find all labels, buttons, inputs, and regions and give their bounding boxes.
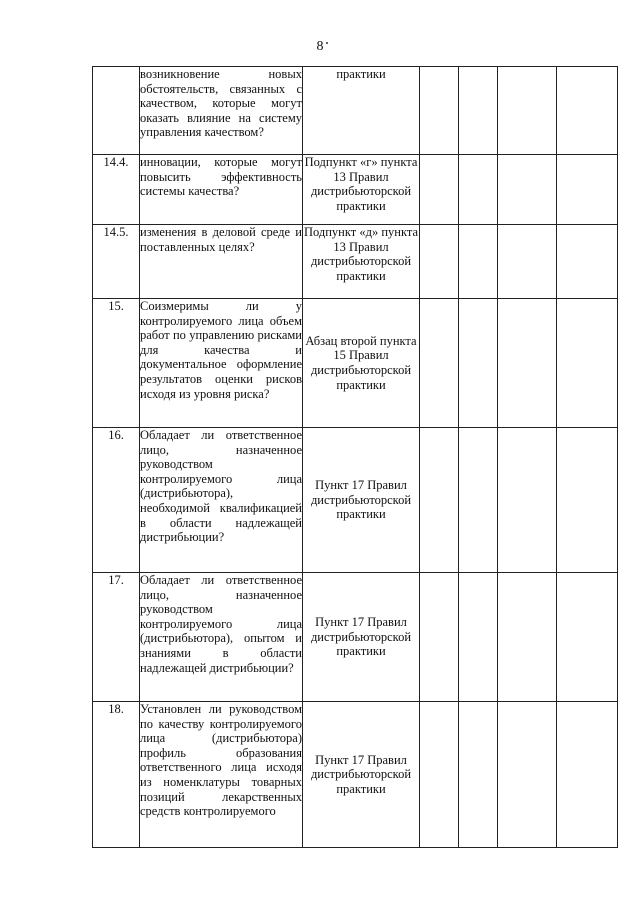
table-row: [93, 299, 618, 428]
row-number: 15.: [93, 299, 140, 428]
empty-cell: [420, 299, 459, 428]
question-text: Соизмеримы ли у контролируемого лица объем работ по управлению рисками для качества и документальное оформление результатов оценки рисков исходя из уровня риска?: [140, 299, 302, 401]
row-number: 14.5.: [93, 225, 140, 299]
empty-cell: [557, 299, 618, 428]
reference-cell: Пункт 17 Правил дистрибьюторской практики: [303, 573, 420, 702]
question-text: инновации, которые могут повысить эффективность системы качества?: [140, 155, 302, 199]
checklist-table: [92, 66, 618, 848]
empty-cell: [557, 67, 618, 155]
page-number: 8: [316, 39, 324, 54]
empty-cell: [557, 155, 618, 225]
question-text: Обладает ли ответственное лицо, назначенное руководством контролируемого лица (дистрибьютора), необходимой квалификацией в области надлежащей дистрибьюции?: [140, 428, 302, 545]
row-number: 18.: [93, 702, 140, 848]
empty-cell: [498, 299, 557, 428]
question-cell: [140, 67, 303, 155]
row-number: 14.4.: [93, 155, 140, 225]
row-number: [93, 67, 140, 155]
question-text: возникновение новых обстоятельств, связанных с качеством, которые могут оказать влияние на систему управления качеством?: [140, 67, 302, 140]
question-cell: [140, 428, 303, 573]
table-row: [93, 225, 618, 299]
table-row: [93, 428, 618, 573]
question-text: Обладает ли ответственное лицо, назначенное руководством контролируемого лица (дистрибьютора), опытом и знаниями в области надлежащей дистрибьюции?: [140, 573, 302, 675]
empty-cell: [557, 225, 618, 299]
empty-cell: [420, 155, 459, 225]
reference-cell: Подпункт «д» пункта 13 Правил дистрибьюторской практики: [303, 225, 420, 299]
empty-cell: [557, 573, 618, 702]
empty-cell: [420, 702, 459, 848]
question-cell: [140, 573, 303, 702]
empty-cell: [459, 702, 498, 848]
empty-cell: [459, 225, 498, 299]
question-cell: [140, 299, 303, 428]
question-cell: [140, 702, 303, 848]
empty-cell: [420, 428, 459, 573]
reference-cell: Абзац второй пункта 15 Правил дистрибьюторской практики: [303, 299, 420, 428]
reference-cell: Пункт 17 Правил дистрибьюторской практики: [303, 702, 420, 848]
question-text: Установлен ли руководством по качеству контролируемого лица (дистрибьютора) профиль образования ответственного лица исходя из номенклатуры товарных позиций лекарственных средств контролируемого: [140, 702, 302, 819]
question-cell: [140, 155, 303, 225]
empty-cell: [459, 155, 498, 225]
question-cell: [140, 225, 303, 299]
empty-cell: [498, 702, 557, 848]
empty-cell: [459, 299, 498, 428]
reference-cell: Пункт 17 Правил дистрибьюторской практики: [303, 428, 420, 573]
empty-cell: [498, 67, 557, 155]
empty-cell: [498, 573, 557, 702]
empty-cell: [459, 573, 498, 702]
empty-cell: [557, 702, 618, 848]
row-number: 17.: [93, 573, 140, 702]
table-row: [93, 573, 618, 702]
empty-cell: [498, 155, 557, 225]
reference-cell: практики: [303, 67, 420, 155]
reference-cell: Подпункт «г» пункта 13 Правил дистрибьюторской практики: [303, 155, 420, 225]
table-row: [93, 67, 618, 155]
empty-cell: [459, 67, 498, 155]
table-row: [93, 702, 618, 848]
empty-cell: [420, 67, 459, 155]
empty-cell: [420, 573, 459, 702]
empty-cell: [498, 225, 557, 299]
row-number: 16.: [93, 428, 140, 573]
scan-speck: [326, 42, 328, 44]
empty-cell: [498, 428, 557, 573]
table-row: [93, 155, 618, 225]
empty-cell: [557, 428, 618, 573]
question-text: изменения в деловой среде и поставленных целях?: [140, 225, 302, 254]
empty-cell: [459, 428, 498, 573]
empty-cell: [420, 225, 459, 299]
